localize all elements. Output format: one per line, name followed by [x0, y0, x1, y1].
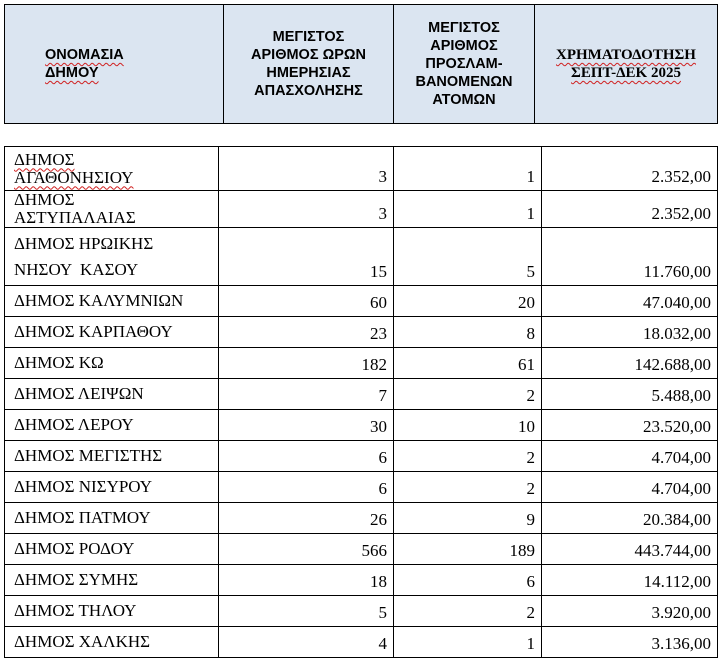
max-hours: 7: [219, 379, 394, 410]
max-hours: 182: [219, 348, 394, 379]
header-max-persons: [394, 5, 535, 124]
header-col3-line: ΠΡΟΣΛΑΜ-: [425, 56, 503, 72]
header-col2-line: ΗΜΕΡΗΣΙΑΣ: [266, 65, 351, 81]
max-hours: 566: [219, 534, 394, 565]
municipality-name: ΔΗΜΟΣ ΚΑΡΠΑΘΟΥ: [5, 317, 219, 348]
table-row: [5, 286, 718, 317]
table-row: [5, 441, 718, 472]
municipality-name: ΔΗΜΟΣ ΚΑΛΥΜΝΙΩΝ: [5, 286, 219, 317]
max-hours: 26: [219, 503, 394, 534]
funding: 20.384,00: [542, 503, 718, 534]
table-row: [5, 191, 718, 228]
table-row: [5, 147, 718, 191]
max-hours: 6: [219, 441, 394, 472]
max-hours: 30: [219, 410, 394, 441]
header-col4-line: ΧΡΗΜΑΤΟΔΟΤΗΣΗ: [556, 47, 696, 63]
table-row: [5, 627, 718, 658]
max-persons: 10: [394, 410, 542, 441]
header-municipality-name: [5, 5, 224, 124]
table-row: [5, 317, 718, 348]
max-persons: 189: [394, 534, 542, 565]
max-hours: 18: [219, 565, 394, 596]
municipality-name: ΔΗΜΟΣ ΚΩ: [5, 348, 219, 379]
funding: 4.704,00: [542, 441, 718, 472]
funding: 2.352,00: [542, 147, 718, 191]
funding: 4.704,00: [542, 472, 718, 503]
header-col1-line: ΔΗΜΟΥ: [45, 65, 99, 81]
header-table: [4, 4, 718, 124]
table-row: [5, 503, 718, 534]
funding: 18.032,00: [542, 317, 718, 348]
header-col3-line: ΑΤΟΜΩΝ: [432, 92, 496, 108]
funding: 47.040,00: [542, 286, 718, 317]
funding: 3.920,00: [542, 596, 718, 627]
name-line: ΝΗΣΟΥ ΚΑΣΟΥ: [14, 259, 139, 279]
max-hours: 4: [219, 627, 394, 658]
municipality-name: ΔΗΜΟΣ ΛΕΙΨΩΝ: [5, 379, 219, 410]
header-row: [5, 5, 718, 124]
header-col2-line: ΑΠΑΣΧΟΛΗΣΗΣ: [254, 83, 363, 99]
max-hours: 3: [219, 147, 394, 191]
max-persons: 6: [394, 565, 542, 596]
name-line: ΔΗΜΟΣ ΗΡΩΙΚΗΣ: [14, 233, 154, 253]
municipality-name: [5, 191, 219, 228]
name-line: ΑΓΑΘΟΝΗΣΙΟΥ: [14, 167, 134, 187]
table-row: [5, 565, 718, 596]
header-col2-line: ΜΕΓΙΣΤΟΣ: [272, 29, 345, 45]
name-line: ΔΗΜΟΣ: [14, 190, 75, 209]
max-persons: 61: [394, 348, 542, 379]
max-persons: 20: [394, 286, 542, 317]
max-hours: 3: [219, 191, 394, 228]
header-col3-line: ΑΡΙΘΜΟΣ: [430, 38, 498, 54]
max-hours: 23: [219, 317, 394, 348]
max-persons: 2: [394, 441, 542, 472]
header-col2-line: ΑΡΙΘΜΟΣ ΩΡΩΝ: [251, 47, 366, 63]
max-hours: 15: [219, 228, 394, 286]
header-col1-line: ΟΝΟΜΑΣΙΑ: [45, 47, 124, 63]
header-col4-line: ΣΕΠΤ-ΔΕΚ 2025: [571, 65, 681, 81]
municipality-name: ΔΗΜΟΣ ΛΕΡΟΥ: [5, 410, 219, 441]
municipality-name: [5, 147, 219, 191]
funding: 3.136,00: [542, 627, 718, 658]
municipality-name: ΔΗΜΟΣ ΤΗΛΟΥ: [5, 596, 219, 627]
table-row: [5, 379, 718, 410]
max-persons: 2: [394, 472, 542, 503]
municipality-name: ΔΗΜΟΣ ΝΙΣΥΡΟΥ: [5, 472, 219, 503]
max-persons: 1: [394, 147, 542, 191]
name-line: ΔΗΜΟΣ: [14, 149, 75, 169]
funding: 2.352,00: [542, 191, 718, 228]
table-row: [5, 228, 718, 286]
table-row: [5, 348, 718, 379]
funding: 14.112,00: [542, 565, 718, 596]
max-persons: 9: [394, 503, 542, 534]
funding: 142.688,00: [542, 348, 718, 379]
name-line: ΑΣΤΥΠΑΛΑΙΑΣ: [14, 208, 136, 227]
municipality-name: ΔΗΜΟΣ ΧΑΛΚΗΣ: [5, 627, 219, 658]
table-row: [5, 410, 718, 441]
header-col3-line: ΜΕΓΙΣΤΟΣ: [428, 20, 500, 36]
header-max-hours: [224, 5, 394, 124]
data-table: [4, 146, 718, 658]
table-row: [5, 596, 718, 627]
max-hours: 60: [219, 286, 394, 317]
max-hours: 5: [219, 596, 394, 627]
funding: 5.488,00: [542, 379, 718, 410]
municipality-name: ΔΗΜΟΣ ΠΑΤΜΟΥ: [5, 503, 219, 534]
max-persons: 1: [394, 191, 542, 228]
funding: 23.520,00: [542, 410, 718, 441]
municipality-name: ΔΗΜΟΣ ΜΕΓΙΣΤΗΣ: [5, 441, 219, 472]
max-persons: 5: [394, 228, 542, 286]
municipality-name: ΔΗΜΟΣ ΣΥΜΗΣ: [5, 565, 219, 596]
header-funding: [535, 5, 718, 124]
max-persons: 2: [394, 596, 542, 627]
max-persons: 1: [394, 627, 542, 658]
funding: 11.760,00: [542, 228, 718, 286]
max-persons: 2: [394, 379, 542, 410]
max-hours: 6: [219, 472, 394, 503]
max-persons: 8: [394, 317, 542, 348]
table-row: [5, 472, 718, 503]
table-row: [5, 534, 718, 565]
funding: 443.744,00: [542, 534, 718, 565]
municipality-name: [5, 228, 219, 286]
municipality-name: ΔΗΜΟΣ ΡΟΔΟΥ: [5, 534, 219, 565]
header-col3-line: ΒΑΝΟΜΕΝΩΝ: [415, 74, 513, 90]
